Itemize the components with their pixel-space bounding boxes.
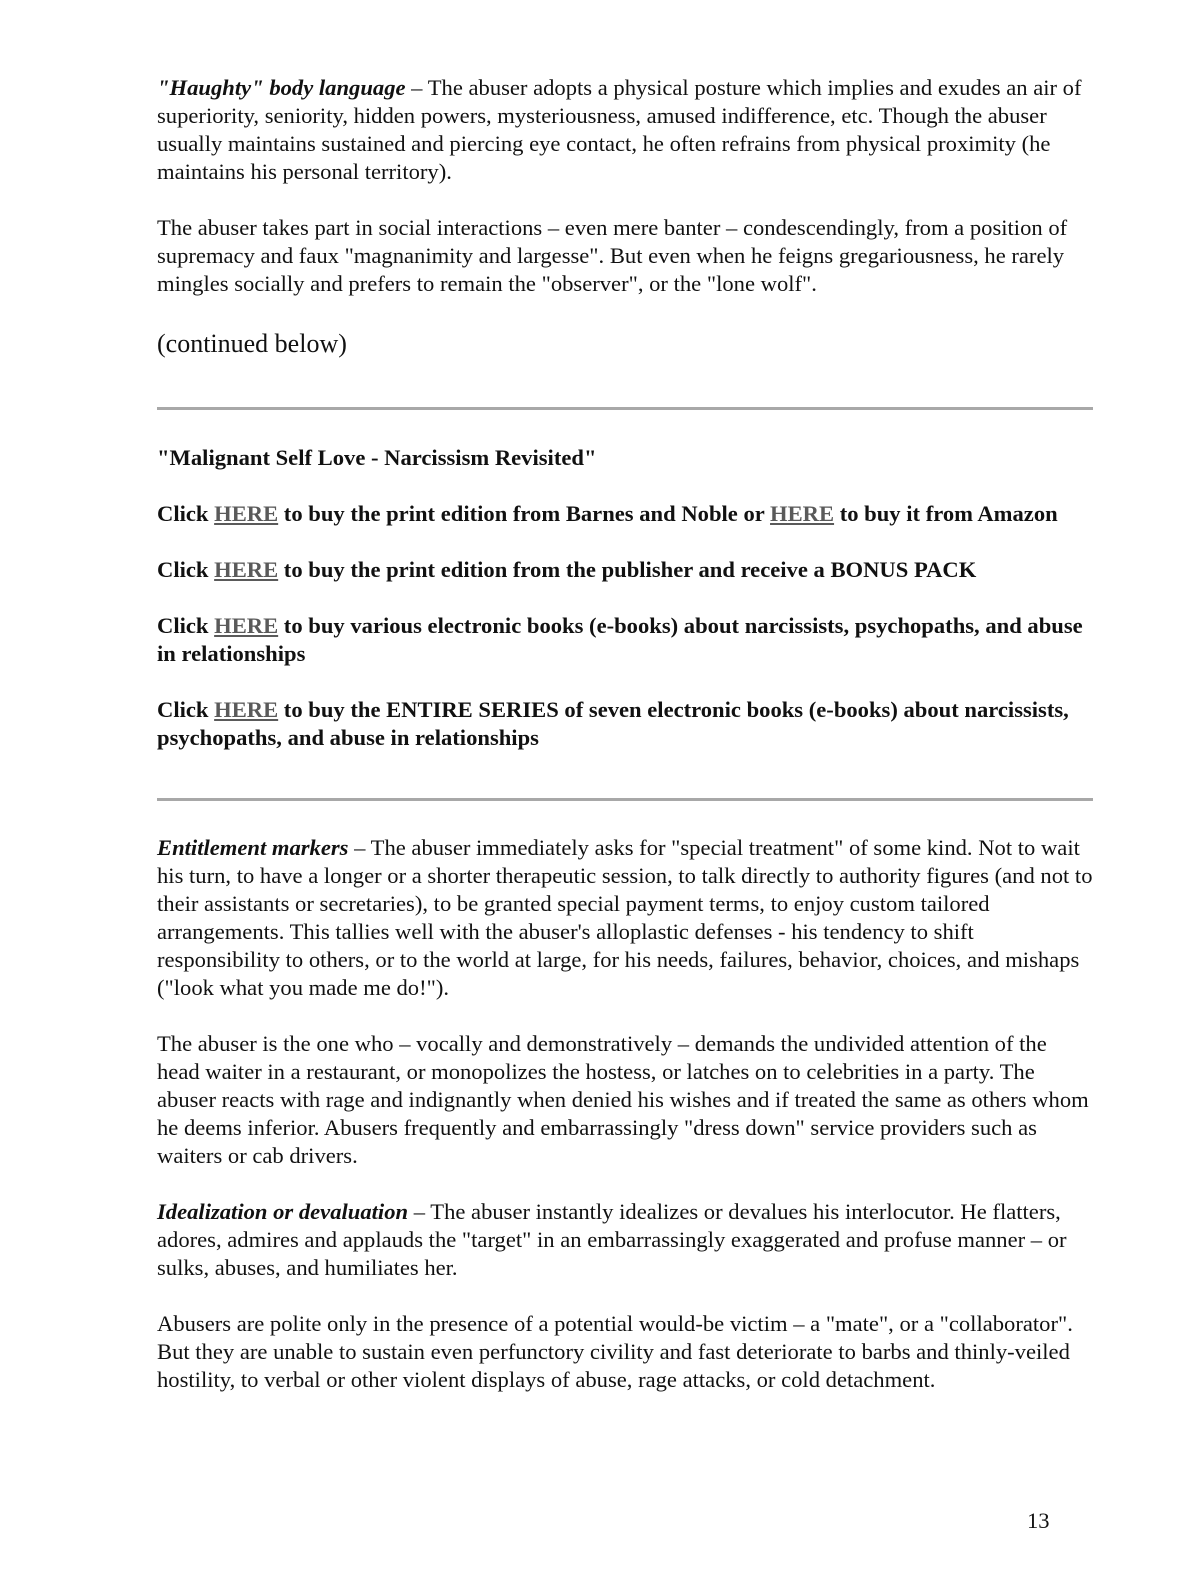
haughty-term: "Haughty" body language xyxy=(157,75,406,100)
promo-line-text: to buy the print edition from the publisher and receive a BONUS PACK xyxy=(278,557,977,582)
series-link[interactable]: HERE xyxy=(214,697,279,722)
promo-line-text: to buy the ENTIRE SERIES of seven electronic books (e-books) about narcissists, psychopaths, and abuse in relationships xyxy=(157,697,1069,750)
continued-below-note: (continued below) xyxy=(157,329,347,358)
entitlement-text: – The abuser immediately asks for "special treatment" of some kind. Not to wait his turn, to have a longer or a shorter therapeutic session, to talk directly to authority figures (and not to their assistants or secretaries), to be granted special payment terms, to enjoy custom tailored arrangements. This tallies well with the abuser's alloplastic defenses - his tendency to shift responsibility to others, or to the world at large, for his needs, failures, behavior, choices, and mishaps ("look what you made me do!"). xyxy=(157,835,1093,1000)
ebooks-link[interactable]: HERE xyxy=(214,613,279,638)
social-interactions-paragraph: The abuser takes part in social interactions – even mere banter – condescendingly, from a position of supremacy and faux "magnanimity and largesse". But even when he feigns gregariousness, he rarely mingles socially and prefers to remain the "observer", or the "lone wolf". xyxy=(157,215,1068,296)
promo-line-text: to buy it from Amazon xyxy=(834,501,1058,526)
promo-line-text: Click xyxy=(157,501,215,526)
head-waiter-paragraph: The abuser is the one who – vocally and demonstratively – demands the undivided attention of the head waiter in a restaurant, or monopolizes the hostess, or latches on to celebrities in a party. The abuser reacts with rage and indignantly when denied his wishes and if treated the same as others whom he deems inferior. Abusers frequently and embarrassingly "dress down" service providers such as waiters or cab drivers. xyxy=(157,1031,1089,1168)
promo-title: "Malignant Self Love - Narcissism Revisited" xyxy=(157,445,597,470)
haughty-paragraph xyxy=(157,74,1093,186)
promo-line-text: Click xyxy=(157,557,215,582)
promo-line-text: Click xyxy=(157,613,215,638)
idealization-text: – The abuser instantly idealizes or devalues his interlocutor. He flatters, adores, admires and applauds the "target" in an embarrassingly exaggerated and profuse manner – or sulks, abuses, and humiliates her. xyxy=(157,1199,1067,1280)
idealization-term: Idealization or devaluation xyxy=(157,1199,409,1224)
promo-line-ebooks xyxy=(157,612,1093,668)
amazon-link[interactable]: HERE xyxy=(770,501,835,526)
idealization-paragraph xyxy=(157,1198,1093,1282)
page-body xyxy=(157,74,1093,1394)
promo-line-series xyxy=(157,696,1093,752)
politeness-paragraph: Abusers are polite only in the presence of a potential would-be victim – a "mate", or a "collaborator". But they are unable to sustain even perfunctory civility and fast deteriorate to barbs and thinly-veiled hostility, to verbal or other violent displays of abuse, rage attacks, or cold detachment. xyxy=(157,1311,1073,1392)
promo-line-text: Click xyxy=(157,697,215,722)
haughty-text: – The abuser adopts a physical posture which implies and exudes an air of superiority, seniority, hidden powers, mysteriousness, amused indifference, etc. Though the abuser usually maintains sustained and piercing eye contact, he often refrains from physical proximity (he maintains his personal territory). xyxy=(157,75,1082,184)
promo-line-text: to buy the print edition from Barnes and Noble or xyxy=(278,501,771,526)
promo-line-barnes-amazon xyxy=(157,500,1093,528)
barnes-noble-link[interactable]: HERE xyxy=(214,501,279,526)
promo-line-text: to buy various electronic books (e-books) about narcissists, psychopaths, and abuse in relationships xyxy=(157,613,1083,666)
promo-box xyxy=(157,444,1093,752)
page-number: 13 xyxy=(1027,1508,1050,1533)
entitlement-paragraph xyxy=(157,834,1093,1002)
entitlement-term: Entitlement markers xyxy=(157,835,349,860)
publisher-link[interactable]: HERE xyxy=(214,557,279,582)
promo-line-publisher xyxy=(157,556,1093,584)
